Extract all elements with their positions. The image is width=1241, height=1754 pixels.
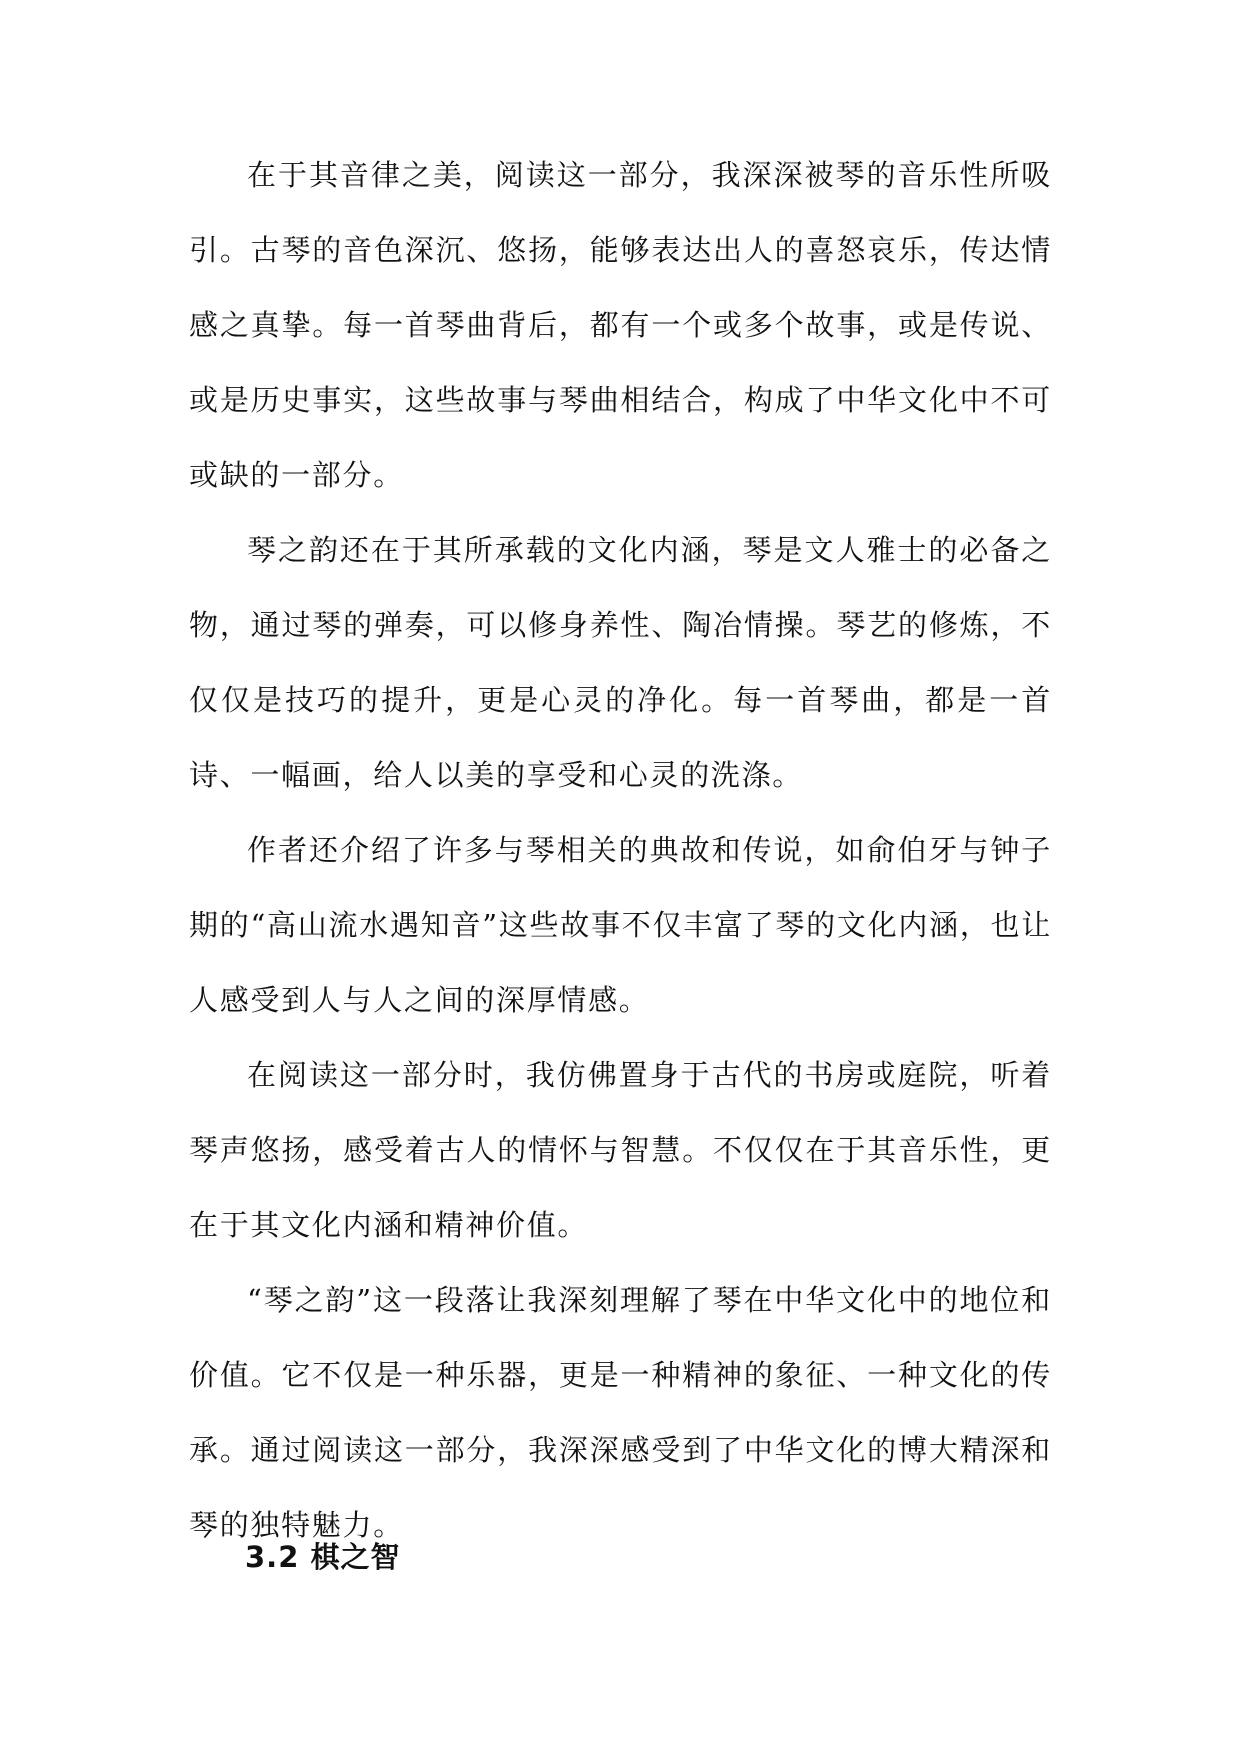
document-body: [189, 138, 1052, 1563]
paragraph-1: 在于其音律之美，阅读这一部分，我深深被琴的音乐性所吸引。古琴的音色深沉、悠扬，能够表达出人的喜怒哀乐，传达情感之真挚。每一首琴曲背后，都有一个或多个故事，或是传说、或是历史事实，这些故事与琴曲相结合，构成了中华文化中不可或缺的一部分。: [189, 158, 1052, 492]
paragraph-4: 在阅读这一部分时，我仿佛置身于古代的书房或庭院，听着琴声悠扬，感受着古人的情怀与智慧。不仅仅在于其音乐性，更在于其文化内涵和精神价值。: [189, 1058, 1052, 1242]
paragraph-5: “琴之韵”这一段落让我深刻理解了琴在中华文化中的地位和价值。它不仅是一种乐器，更是一种精神的象征、一种文化的传承。通过阅读这一部分，我深深感受到了中华文化的博大精深和琴的独特魅力。: [189, 1283, 1052, 1542]
section-heading: 3.2 棋之智: [245, 1540, 401, 1574]
paragraph-3: 作者还介绍了许多与琴相关的典故和传说，如俞伯牙与钟子期的“高山流水遇知音”这些故事不仅丰富了琴的文化内涵，也让人感受到人与人之间的深厚情感。: [189, 833, 1052, 1017]
paragraph-2: 琴之韵还在于其所承载的文化内涵，琴是文人雅士的必备之物，通过琴的弹奏，可以修身养性、陶冶情操。琴艺的修炼，不仅仅是技巧的提升，更是心灵的净化。每一首琴曲，都是一首诗、一幅画，给人以美的享受和心灵的洗涤。: [189, 533, 1052, 792]
